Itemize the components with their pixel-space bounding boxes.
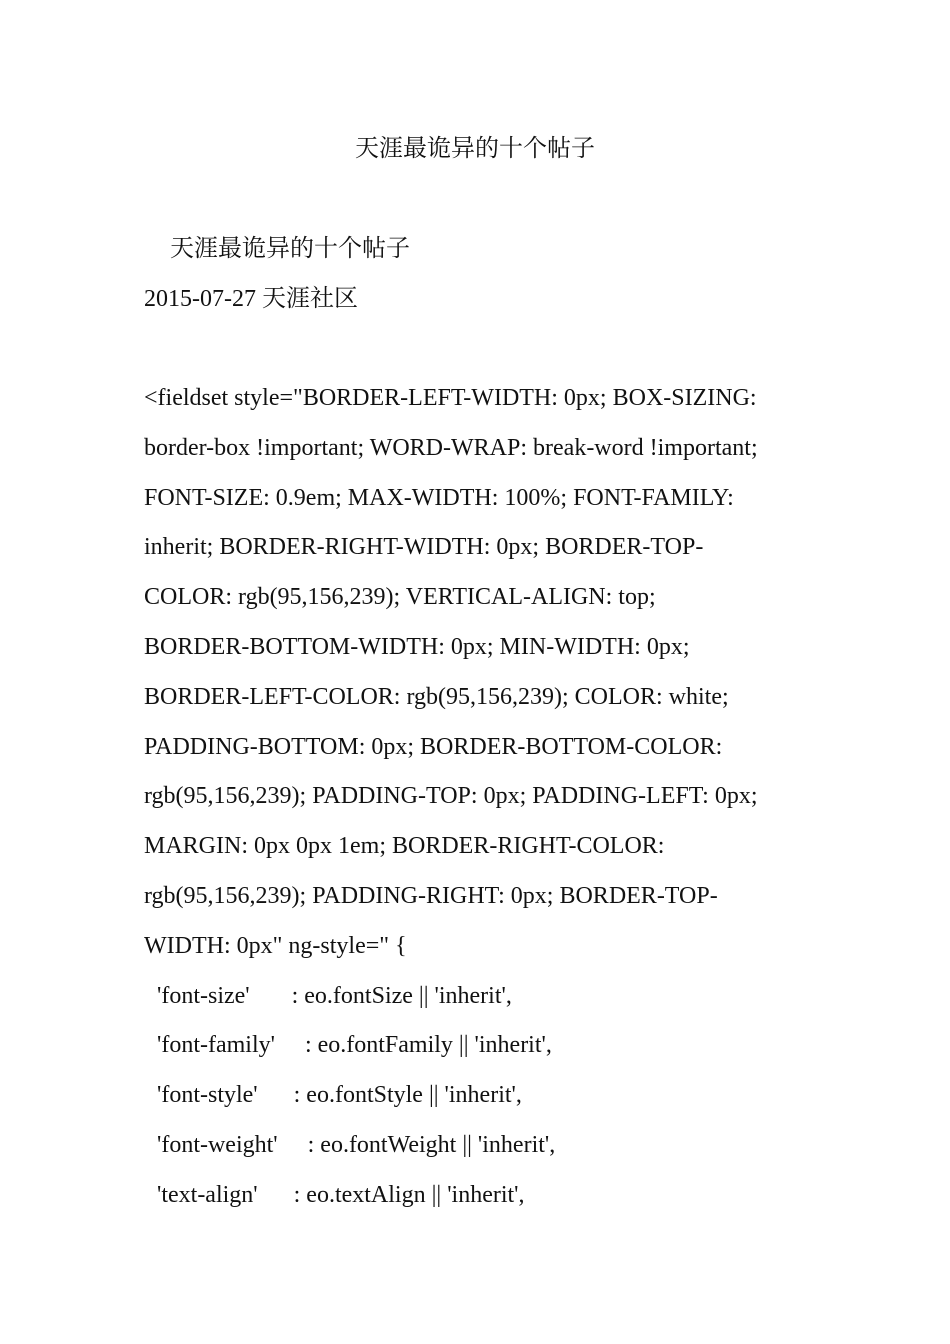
body-line: BORDER-LEFT-COLOR: rgb(95,156,239); COLOR: white;	[144, 683, 729, 710]
article-heading: 天涯最诡异的十个帖子	[170, 236, 410, 262]
body-line: WIDTH: 0px" ng-style=" {	[144, 932, 407, 959]
code-line: 'font-family' : eo.fontFamily || 'inherit',	[157, 1032, 552, 1059]
article-date-source: 2015-07-27 天涯社区	[144, 286, 358, 312]
body-line: MARGIN: 0px 0px 1em; BORDER-RIGHT-COLOR:	[144, 833, 665, 860]
article-body	[144, 374, 844, 1221]
body-line: PADDING-BOTTOM: 0px; BORDER-BOTTOM-COLOR:	[144, 733, 723, 760]
body-line: rgb(95,156,239); PADDING-TOP: 0px; PADDING-LEFT: 0px;	[144, 783, 758, 810]
code-line: 'font-weight' : eo.fontWeight || 'inherit',	[157, 1131, 556, 1158]
document-title: 天涯最诡异的十个帖子	[355, 136, 595, 162]
code-line: 'font-size' : eo.fontSize || 'inherit',	[157, 982, 512, 1009]
code-line: 'text-align' : eo.textAlign || 'inherit',	[157, 1181, 525, 1208]
body-line: COLOR: rgb(95,156,239); VERTICAL-ALIGN: top;	[144, 584, 656, 611]
code-line: 'font-style' : eo.fontStyle || 'inherit',	[157, 1082, 522, 1109]
body-line: <fieldset style="BORDER-LEFT-WIDTH: 0px; BOX-SIZING:	[144, 385, 757, 411]
body-line: rgb(95,156,239); PADDING-RIGHT: 0px; BORDER-TOP-	[144, 882, 718, 909]
body-line: BORDER-BOTTOM-WIDTH: 0px; MIN-WIDTH: 0px;	[144, 633, 690, 660]
body-line: border-box !important; WORD-WRAP: break-word !important;	[144, 434, 758, 461]
body-line: FONT-SIZE: 0.9em; MAX-WIDTH: 100%; FONT-FAMILY:	[144, 484, 734, 511]
body-line: inherit; BORDER-RIGHT-WIDTH: 0px; BORDER-TOP-	[144, 534, 704, 561]
